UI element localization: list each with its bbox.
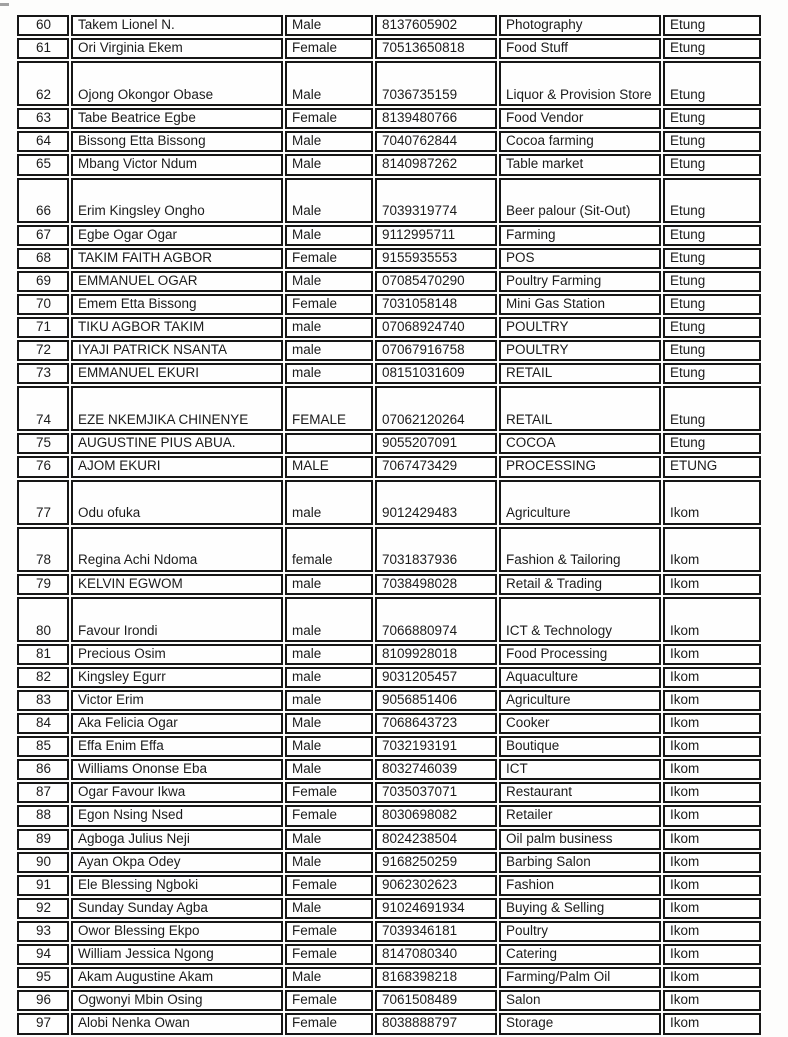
cell-business: ICT bbox=[499, 759, 661, 780]
cell-gender: Female bbox=[285, 108, 373, 129]
cell-lga: Etung bbox=[663, 154, 761, 175]
cell-name: Tabe Beatrice Egbe bbox=[71, 108, 283, 129]
cell-lga: Ikom bbox=[663, 736, 761, 757]
cell-business: Food Processing bbox=[499, 644, 661, 665]
cell-serial-number: 96 bbox=[17, 990, 69, 1011]
cell-gender: female bbox=[285, 527, 373, 572]
cell-name: TAKIM FAITH AGBOR bbox=[71, 248, 283, 269]
cell-phone: 7066880974 bbox=[375, 597, 497, 642]
cell-phone: 08151031609 bbox=[375, 363, 497, 384]
cell-name: Ayan Okpa Odey bbox=[71, 852, 283, 873]
cell-gender: FEMALE bbox=[285, 386, 373, 431]
cell-serial-number: 63 bbox=[17, 108, 69, 129]
table-row bbox=[17, 480, 761, 525]
table-row bbox=[17, 363, 761, 384]
table-row bbox=[17, 597, 761, 642]
table-row bbox=[17, 944, 761, 965]
cell-name: Erim Kingsley Ongho bbox=[71, 178, 283, 223]
cell-phone: 8139480766 bbox=[375, 108, 497, 129]
cell-lga: Etung bbox=[663, 248, 761, 269]
table-row bbox=[17, 644, 761, 665]
cell-lga: Ikom bbox=[663, 921, 761, 942]
cell-phone: 07085470290 bbox=[375, 271, 497, 292]
table-row bbox=[17, 574, 761, 595]
cell-business: Photography bbox=[499, 15, 661, 36]
cell-business: POULTRY bbox=[499, 340, 661, 361]
cell-serial-number: 83 bbox=[17, 690, 69, 711]
cell-business: Oil palm business bbox=[499, 829, 661, 850]
cell-serial-number: 73 bbox=[17, 363, 69, 384]
cell-phone: 07062120264 bbox=[375, 386, 497, 431]
cell-phone: 7039319774 bbox=[375, 178, 497, 223]
cell-name: Precious Osim bbox=[71, 644, 283, 665]
cell-phone: 8024238504 bbox=[375, 829, 497, 850]
cell-lga: Etung bbox=[663, 340, 761, 361]
table-row bbox=[17, 433, 761, 454]
table-row bbox=[17, 667, 761, 688]
table-row bbox=[17, 527, 761, 572]
cell-gender: Male bbox=[285, 967, 373, 988]
cell-serial-number: 91 bbox=[17, 875, 69, 896]
cell-serial-number: 81 bbox=[17, 644, 69, 665]
cell-serial-number: 62 bbox=[17, 61, 69, 106]
cell-lga: Ikom bbox=[663, 480, 761, 525]
cell-business: Retailer bbox=[499, 805, 661, 826]
cell-name: Effa Enim Effa bbox=[71, 736, 283, 757]
cell-business: Poultry Farming bbox=[499, 271, 661, 292]
cell-lga: Etung bbox=[663, 178, 761, 223]
cell-serial-number: 69 bbox=[17, 271, 69, 292]
cell-name: Victor Erim bbox=[71, 690, 283, 711]
cell-gender: male bbox=[285, 667, 373, 688]
cell-gender: Female bbox=[285, 805, 373, 826]
cell-name: KELVIN EGWOM bbox=[71, 574, 283, 595]
cell-business: Barbing Salon bbox=[499, 852, 661, 873]
cell-lga: Ikom bbox=[663, 782, 761, 803]
cell-gender: Female bbox=[285, 944, 373, 965]
cell-serial-number: 65 bbox=[17, 154, 69, 175]
cell-phone: 8109928018 bbox=[375, 644, 497, 665]
cell-gender: Male bbox=[285, 61, 373, 106]
cell-gender: male bbox=[285, 340, 373, 361]
table-row bbox=[17, 225, 761, 246]
cell-serial-number: 78 bbox=[17, 527, 69, 572]
table-row bbox=[17, 131, 761, 152]
cell-lga: Ikom bbox=[663, 667, 761, 688]
cell-phone: 8147080340 bbox=[375, 944, 497, 965]
cell-gender: Male bbox=[285, 713, 373, 734]
cell-lga: Ikom bbox=[663, 713, 761, 734]
scan-artifact-mark bbox=[0, 3, 9, 6]
cell-serial-number: 85 bbox=[17, 736, 69, 757]
cell-business: COCOA bbox=[499, 433, 661, 454]
cell-serial-number: 80 bbox=[17, 597, 69, 642]
cell-serial-number: 88 bbox=[17, 805, 69, 826]
cell-serial-number: 90 bbox=[17, 852, 69, 873]
cell-serial-number: 60 bbox=[17, 15, 69, 36]
cell-gender: Female bbox=[285, 782, 373, 803]
table-row bbox=[17, 829, 761, 850]
cell-phone: 7031837936 bbox=[375, 527, 497, 572]
cell-phone: 9012429483 bbox=[375, 480, 497, 525]
cell-phone: 7038498028 bbox=[375, 574, 497, 595]
cell-lga: Etung bbox=[663, 271, 761, 292]
cell-serial-number: 87 bbox=[17, 782, 69, 803]
table-row bbox=[17, 852, 761, 873]
cell-phone: 7061508489 bbox=[375, 990, 497, 1011]
cell-serial-number: 76 bbox=[17, 456, 69, 477]
cell-lga: Etung bbox=[663, 386, 761, 431]
cell-lga: Etung bbox=[663, 317, 761, 338]
cell-gender: male bbox=[285, 690, 373, 711]
cell-lga: Ikom bbox=[663, 990, 761, 1011]
cell-serial-number: 77 bbox=[17, 480, 69, 525]
cell-name: EMMANUEL EKURI bbox=[71, 363, 283, 384]
cell-lga: Etung bbox=[663, 225, 761, 246]
cell-name: Takem Lionel N. bbox=[71, 15, 283, 36]
cell-business: POULTRY bbox=[499, 317, 661, 338]
cell-serial-number: 72 bbox=[17, 340, 69, 361]
cell-serial-number: 92 bbox=[17, 898, 69, 919]
cell-business: Fashion & Tailoring bbox=[499, 527, 661, 572]
cell-lga: ETUNG bbox=[663, 456, 761, 477]
cell-serial-number: 93 bbox=[17, 921, 69, 942]
cell-serial-number: 84 bbox=[17, 713, 69, 734]
cell-name: Emem Etta Bissong bbox=[71, 294, 283, 315]
cell-serial-number: 94 bbox=[17, 944, 69, 965]
cell-name: Egon Nsing Nsed bbox=[71, 805, 283, 826]
cell-name: Ogar Favour Ikwa bbox=[71, 782, 283, 803]
cell-serial-number: 68 bbox=[17, 248, 69, 269]
cell-name: Ori Virginia Ekem bbox=[71, 38, 283, 59]
cell-name: Alobi Nenka Owan bbox=[71, 1013, 283, 1034]
table-row bbox=[17, 713, 761, 734]
cell-phone: 7040762844 bbox=[375, 131, 497, 152]
cell-gender: male bbox=[285, 597, 373, 642]
cell-serial-number: 97 bbox=[17, 1013, 69, 1034]
cell-name: EZE NKEMJIKA CHINENYE bbox=[71, 386, 283, 431]
cell-phone: 7031058148 bbox=[375, 294, 497, 315]
cell-lga: Etung bbox=[663, 15, 761, 36]
table-row bbox=[17, 875, 761, 896]
cell-business: RETAIL bbox=[499, 363, 661, 384]
cell-phone: 70513650818 bbox=[375, 38, 497, 59]
cell-business: Salon bbox=[499, 990, 661, 1011]
cell-business: Retail & Trading bbox=[499, 574, 661, 595]
table-row bbox=[17, 967, 761, 988]
cell-business: PROCESSING bbox=[499, 456, 661, 477]
cell-business: Farming bbox=[499, 225, 661, 246]
table-row bbox=[17, 248, 761, 269]
cell-gender: Male bbox=[285, 271, 373, 292]
table-row bbox=[17, 38, 761, 59]
cell-gender: Female bbox=[285, 38, 373, 59]
cell-business: Beer palour (Sit-Out) bbox=[499, 178, 661, 223]
cell-gender: Female bbox=[285, 294, 373, 315]
cell-lga: Ikom bbox=[663, 829, 761, 850]
cell-serial-number: 74 bbox=[17, 386, 69, 431]
cell-lga: Ikom bbox=[663, 759, 761, 780]
cell-serial-number: 82 bbox=[17, 667, 69, 688]
cell-business: Aquaculture bbox=[499, 667, 661, 688]
cell-business: Restaurant bbox=[499, 782, 661, 803]
cell-phone: 9031205457 bbox=[375, 667, 497, 688]
cell-business: Storage bbox=[499, 1013, 661, 1034]
table-row bbox=[17, 805, 761, 826]
cell-serial-number: 61 bbox=[17, 38, 69, 59]
cell-phone: 7067473429 bbox=[375, 456, 497, 477]
cell-lga: Ikom bbox=[663, 852, 761, 873]
cell-lga: Ikom bbox=[663, 875, 761, 896]
cell-gender: Male bbox=[285, 829, 373, 850]
cell-gender: Male bbox=[285, 131, 373, 152]
table-row bbox=[17, 15, 761, 36]
cell-business: Liquor & Provision Store bbox=[499, 61, 661, 106]
table-body bbox=[17, 15, 761, 1035]
cell-phone: 8168398218 bbox=[375, 967, 497, 988]
cell-phone: 8140987262 bbox=[375, 154, 497, 175]
cell-gender: Female bbox=[285, 1013, 373, 1034]
cell-gender: Male bbox=[285, 736, 373, 757]
cell-lga: Etung bbox=[663, 108, 761, 129]
table-row bbox=[17, 690, 761, 711]
cell-business: Food Vendor bbox=[499, 108, 661, 129]
cell-phone: 8038888797 bbox=[375, 1013, 497, 1034]
cell-lga: Ikom bbox=[663, 597, 761, 642]
cell-phone: 7039346181 bbox=[375, 921, 497, 942]
cell-name: Aka Felicia Ogar bbox=[71, 713, 283, 734]
cell-business: Mini Gas Station bbox=[499, 294, 661, 315]
table-row bbox=[17, 456, 761, 477]
table-row bbox=[17, 898, 761, 919]
cell-phone: 91024691934 bbox=[375, 898, 497, 919]
table-row bbox=[17, 921, 761, 942]
cell-business: Agriculture bbox=[499, 480, 661, 525]
cell-serial-number: 79 bbox=[17, 574, 69, 595]
cell-business: Buying & Selling bbox=[499, 898, 661, 919]
cell-gender: Male bbox=[285, 178, 373, 223]
table-row bbox=[17, 782, 761, 803]
table-row bbox=[17, 154, 761, 175]
table-row bbox=[17, 61, 761, 106]
cell-gender bbox=[285, 433, 373, 454]
cell-name: Akam Augustine Akam bbox=[71, 967, 283, 988]
cell-lga: Ikom bbox=[663, 898, 761, 919]
cell-name: Mbang Victor Ndum bbox=[71, 154, 283, 175]
cell-business: Agriculture bbox=[499, 690, 661, 711]
cell-name: Sunday Sunday Agba bbox=[71, 898, 283, 919]
cell-gender: male bbox=[285, 363, 373, 384]
cell-business: Table market bbox=[499, 154, 661, 175]
cell-lga: Ikom bbox=[663, 805, 761, 826]
cell-business: Cooker bbox=[499, 713, 661, 734]
cell-phone: 9062302623 bbox=[375, 875, 497, 896]
cell-name: Bissong Etta Bissong bbox=[71, 131, 283, 152]
table-row bbox=[17, 340, 761, 361]
cell-gender: male bbox=[285, 480, 373, 525]
cell-phone: 8137605902 bbox=[375, 15, 497, 36]
cell-name: Ele Blessing Ngboki bbox=[71, 875, 283, 896]
cell-phone: 7036735159 bbox=[375, 61, 497, 106]
table-row bbox=[17, 317, 761, 338]
cell-lga: Ikom bbox=[663, 527, 761, 572]
cell-lga: Ikom bbox=[663, 1013, 761, 1034]
cell-business: Farming/Palm Oil bbox=[499, 967, 661, 988]
cell-name: AJOM EKURI bbox=[71, 456, 283, 477]
cell-business: Food Stuff bbox=[499, 38, 661, 59]
table-row bbox=[17, 271, 761, 292]
cell-name: Egbe Ogar Ogar bbox=[71, 225, 283, 246]
cell-business: POS bbox=[499, 248, 661, 269]
cell-name: IYAJI PATRICK NSANTA bbox=[71, 340, 283, 361]
cell-phone: 8030698082 bbox=[375, 805, 497, 826]
cell-business: Poultry bbox=[499, 921, 661, 942]
cell-lga: Ikom bbox=[663, 690, 761, 711]
cell-lga: Etung bbox=[663, 61, 761, 106]
cell-phone: 07067916758 bbox=[375, 340, 497, 361]
cell-lga: Ikom bbox=[663, 944, 761, 965]
cell-business: Fashion bbox=[499, 875, 661, 896]
cell-phone: 9155935553 bbox=[375, 248, 497, 269]
cell-gender: MALE bbox=[285, 456, 373, 477]
cell-gender: Female bbox=[285, 875, 373, 896]
table-row bbox=[17, 178, 761, 223]
cell-serial-number: 89 bbox=[17, 829, 69, 850]
cell-name: Regina Achi Ndoma bbox=[71, 527, 283, 572]
cell-phone: 9112995711 bbox=[375, 225, 497, 246]
cell-gender: male bbox=[285, 574, 373, 595]
cell-name: William Jessica Ngong bbox=[71, 944, 283, 965]
cell-gender: male bbox=[285, 644, 373, 665]
table-row bbox=[17, 759, 761, 780]
cell-gender: Male bbox=[285, 225, 373, 246]
cell-business: Boutique bbox=[499, 736, 661, 757]
cell-phone: 7068643723 bbox=[375, 713, 497, 734]
cell-gender: Male bbox=[285, 898, 373, 919]
cell-name: TIKU AGBOR TAKIM bbox=[71, 317, 283, 338]
cell-lga: Etung bbox=[663, 38, 761, 59]
cell-lga: Etung bbox=[663, 294, 761, 315]
cell-business: ICT & Technology bbox=[499, 597, 661, 642]
cell-serial-number: 95 bbox=[17, 967, 69, 988]
cell-serial-number: 75 bbox=[17, 433, 69, 454]
cell-name: Owor Blessing Ekpo bbox=[71, 921, 283, 942]
cell-lga: Ikom bbox=[663, 574, 761, 595]
cell-phone: 7035037071 bbox=[375, 782, 497, 803]
cell-gender: Male bbox=[285, 759, 373, 780]
cell-serial-number: 86 bbox=[17, 759, 69, 780]
cell-gender: Male bbox=[285, 154, 373, 175]
cell-serial-number: 64 bbox=[17, 131, 69, 152]
cell-serial-number: 70 bbox=[17, 294, 69, 315]
cell-name: Williams Ononse Eba bbox=[71, 759, 283, 780]
cell-serial-number: 71 bbox=[17, 317, 69, 338]
cell-phone: 9056851406 bbox=[375, 690, 497, 711]
cell-name: Favour Irondi bbox=[71, 597, 283, 642]
registration-table bbox=[15, 13, 763, 1037]
cell-business: Catering bbox=[499, 944, 661, 965]
cell-name: EMMANUEL OGAR bbox=[71, 271, 283, 292]
cell-serial-number: 66 bbox=[17, 178, 69, 223]
table-row bbox=[17, 990, 761, 1011]
cell-gender: Male bbox=[285, 15, 373, 36]
cell-lga: Ikom bbox=[663, 644, 761, 665]
cell-name: Agboga Julius Neji bbox=[71, 829, 283, 850]
cell-name: Odu ofuka bbox=[71, 480, 283, 525]
cell-phone: 9055207091 bbox=[375, 433, 497, 454]
table-row bbox=[17, 108, 761, 129]
cell-lga: Etung bbox=[663, 131, 761, 152]
cell-gender: male bbox=[285, 317, 373, 338]
cell-name: Ojong Okongor Obase bbox=[71, 61, 283, 106]
cell-gender: Male bbox=[285, 852, 373, 873]
cell-phone: 9168250259 bbox=[375, 852, 497, 873]
cell-lga: Ikom bbox=[663, 967, 761, 988]
table-row bbox=[17, 294, 761, 315]
cell-lga: Etung bbox=[663, 363, 761, 384]
cell-name: Ogwonyi Mbin Osing bbox=[71, 990, 283, 1011]
cell-name: Kingsley Egurr bbox=[71, 667, 283, 688]
cell-gender: Female bbox=[285, 248, 373, 269]
cell-business: RETAIL bbox=[499, 386, 661, 431]
table-row bbox=[17, 386, 761, 431]
cell-gender: Female bbox=[285, 990, 373, 1011]
cell-serial-number: 67 bbox=[17, 225, 69, 246]
cell-business: Cocoa farming bbox=[499, 131, 661, 152]
cell-name: AUGUSTINE PIUS ABUA. bbox=[71, 433, 283, 454]
cell-phone: 07068924740 bbox=[375, 317, 497, 338]
table-row bbox=[17, 736, 761, 757]
cell-phone: 7032193191 bbox=[375, 736, 497, 757]
cell-phone: 8032746039 bbox=[375, 759, 497, 780]
cell-gender: Female bbox=[285, 921, 373, 942]
cell-lga: Etung bbox=[663, 433, 761, 454]
